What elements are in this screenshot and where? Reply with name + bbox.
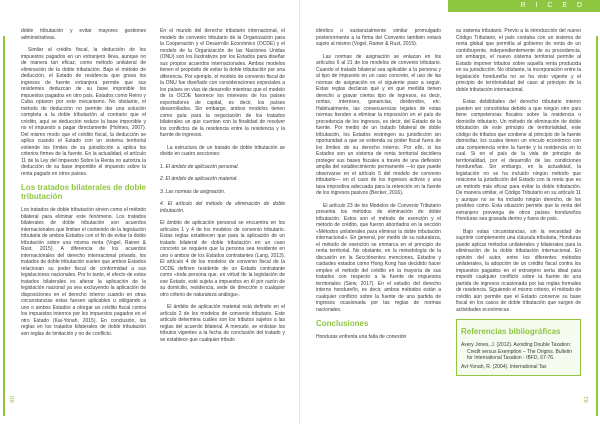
- paragraph: su sistema tributario. Previo a la introducción del nuevo Código Tributario, el país contaba con un sistema de renta global que permitía al gobierno de renta de un contribuyente, independientemente de su procedencia, sin embargo, el nuevo sistema territorial permite al Estado imponer tributos sobre aquella renta producida en su jurisdicción. No obstante, la incorporación entre la legislación hondureña no se ha visto vigente y el principio de territorialidad del caso al principio de la doble tributación internacional.: [456, 28, 581, 93]
- paragraph: Estas debilidades del derecho tributario interno pueden ser concebidas debido a que ningún otro país tiene competencias fiscales sobre la residencia o domicilio tributario. Un método de eliminación de doble tributación de este principio de territorialidad, este código de tributos que contiene al principio de la fuente domiciliar, los cuales tienen un vínculo económico con una competencia entre la fuente y la residencia en lo cual. Si en el país de la vida de principio de territorialidad, por el desarrollo de las condiciones hondureñas. Sin embargo, en la actualidad, la legislación no se ha incluido ningún método que relacione la jurisdicción del Estado con la renta que es un método más eficaz para evitar la doble tributación. De manera similar, el Código Tributario en su artículo 11 y aunque no se ha incluido ningún derecho, de los posibles como. Esta situación permite que la renta del extranjero provenga de otros países hondureños Honduras sea gravada dentro y fuera de país.: [456, 99, 581, 222]
- references-heading: Referencias bibliográficas: [461, 327, 561, 336]
- paragraph: Similar al crédito fiscal, la deducción de los impuestos pagados en un extranjero lleva, aunque no de manera tan eficaz, como método unilateral de eliminación de la doble tributación. Bajo el método de deducción, el Estado de residencia que grava los ingresos de fuente extranjera permite que sus residentes deduzcan de su base imponible los impuestos pagados en otro país. Estados como Reino y Cuba optaron por este mecanismo. No obstante, el método de deducción no permite dar una solución completa a la doble tributación al contrario que el crédito, aquí se deducción reduce la base imponible y no el impuesto a pagar directamente (Holmes, 2007). Del mismo modo que el crédito fiscal, la deducción se aplica cuando el Estado con un sistema territorial extiende los límites de su jurisdicción a aplica los criterios firmes de la fuente. En la actualidad, el artículo 11 de la Ley del Impuesto Sobre la Renta no autoriza la deducción de su base imponible el impuesto sobre la renta pagado en otros países.: [21, 47, 146, 177]
- paragraph: Bajo estas circunstancias, sin la necesidad de suprimir complemento una cláusula tributaria, Honduras puede aplicar métodos unilaterales y bilaterales para la eliminación de la doble tributación internacional. En opinión del autor, entre los diferentes métodos unilaterales, la adopción de un crédito fiscal contra los impuestos pagados en el extranjero sería ideal para impedir cualquier conflicto sobre la fuente de una partida de ingresos ocasionada por las reglas formales de residencia. Siguiendo el mismo criterio, el método de crédito aún permite que el Estado conserve su base fiscal en los casos de doble tributación que surgen de actividades económicas: [456, 228, 581, 313]
- list-item: 4. El artículo del método de eliminación de doble tributación.: [160, 201, 285, 214]
- column-4: [456, 28, 581, 376]
- list-item: 1. El ámbito de aplicación personal.: [160, 163, 239, 170]
- left-page-number: 80: [10, 396, 16, 403]
- right-page-number: 81: [584, 396, 590, 403]
- paragraph: En el mundo del derecho tributario internacional, el modelo de convenio tributario de la Organización para la Cooperación y el Desarrollo Económico (OCDE) y el modelo de la Organización de las Naciones Unidas (ONU) son los ilustrativos por los Estados para diseñar sus propios acuerdos internacionales. Ambos modelos tienen el propósito de evitar la doble tributación por una diferencia. Por ejemplo, el modelo de convenio fiscal de la ONU fue diseñado con consideraciones especiales a los países en vías de desarrollo mientras que el modelo de la OCDE favorece los intereses de los países exportadores de capital, es decir, los países desarrollados. Sin embargo, ambos modelos tienen como guía para la negociación de los tratados bilaterales un que cuentan con la finalidad de resolver los conflictos de la residencia entre la residencia y la fuente de ingresos.: [160, 28, 285, 138]
- column-2: [160, 28, 285, 349]
- paragraph: El ámbito de aplicación personal se encuentra en los artículos 1 y 4 de los modelos de convenio tributario. Estas reglas establecen que para la aplicación de un tratado bilateral de doble tributación en un caso concreto se requiere que la persona sea residente en uno o ambos de los Estados contratantes (Lang, 2013). El artículo 4 de los modelos de convenio fiscal de la OCDE definen residente de un Estado contratante como «toda persona que, en virtud de la legislación de ese Estado, esté sujeta a impuestos en él por razón de su domicilio, residencia, sede de dirección o cualquier otro criterio de naturaleza análoga».: [160, 220, 285, 298]
- paragraph: Las normas de asignación se enlazan en los artículos 6 al 21 de los modelos de convenio tributario. Cuando el tratado bilateral sea aplicable a la persona y al tipo de impuesto en un caso concreto, el uso de las normas de asignación es el siguiente paso a seguir. Estas reglas declaran qué y en qué medida tienen derecho a gravar ciertos tipo de ingresos, es decir, rentas, intereses, ganancias, dividendos, etc. Habitualmente, las consecuencias legales de estas normas tienden a eliminar la imposición en el país de procedencia de los ingresos, es decir, del Estado de la fuente. Por medio de un tratado bilateral de doble tributación, los Estados restringen su jurisdicción sin oportunidad a que se extienda su poder fiscal fuera de los límites de su derecho interno. Por ello, si los Estados son un sistema de renta territorial decidiera proteger sus bases fiscales a través de una deflexión amplia del establecimiento permanente —lo que puede observarse en el artículo 5 del modelo de convenio tributario— en el caso de los ingresos activos y una tasa impositiva adecuada para la retención en la fuente de los ingresos pasivos (Becker, 2016).: [316, 53, 441, 196]
- paragraph: El artículo 23 de los Modelos de Convenio Tributario presenta los métodos de eliminación de doble tributación. Estos son el método de exención y el método de crédito, que fueron abordados en la sección «Métodos unilaterales para eliminar la doble tributación internacional». En general, por medio de su naturaleza, el método de exención se enmarca en el principio de renta territorial. No obstante, en la metodología de la discusión en la Secciónentes menciones, Estados y cuidades estados como Hong Kong han decidido hacer empleo el método del crédito en la mayoría de sus tratados con respecto a la fuente de impuestos territoriales (Siew, 2017). En el estudio del derecho interno hondureño, es decir, ambos métodos están a cualquier conflicto sobre la fuente de una partida de ingresos ocasionada por las reglas de normas nacionales.: [316, 202, 441, 313]
- reference-item: Avi-Yonah, R. (2004). International Tax: [461, 363, 547, 370]
- paragraph: El ámbito de aplicación material está definido en el artículo 2 de los modelos de convenio tributario. Este artículo determina cuáles son los tributos sujetos a las reglas del acuerdo bilateral. A menudo, se enlistan los tributos vigentes a la fecha de conclusión del tratado y se establece que cualquier tributo: [160, 304, 285, 343]
- running-head-band: [448, 0, 600, 12]
- right-margin-rule: [596, 36, 598, 416]
- reference-item: Avery Jones, J. (2012). Avoiding Double Taxation: Credit versus Exemption – The Origins. Bulletin for International Taxation - IBFD, 67-76.: [461, 342, 572, 361]
- column-1: [21, 28, 146, 343]
- list-item: 3. Las normas de asignación.: [160, 188, 226, 195]
- paragraph: Honduras enfrenta una falta de conexión: [316, 334, 407, 340]
- references-list: [461, 342, 576, 370]
- paragraph: idéntico o sustancialmente similar promulgado posteriormente a la firma del Convenio también estará sujeto al mismo (Vogel, Rainer & Rust, 2015).: [316, 28, 441, 47]
- structure-list: [160, 164, 285, 215]
- section-heading: Los tratados bilaterales de doble tributación: [21, 183, 146, 201]
- paragraph: La estructura de un tratado de doble tributación se divide en cuatro secciones:: [160, 144, 285, 157]
- paragraph: doble tributación y evitar mayores gestiones administrativas.: [21, 28, 146, 41]
- section-heading: Conclusiones: [316, 319, 369, 328]
- list-item: 2. El ámbito de aplicación material.: [160, 176, 238, 182]
- running-head: R I C E D: [520, 2, 586, 9]
- column-3: [316, 28, 441, 347]
- left-margin-rule: [3, 36, 5, 416]
- paragraph: Los tratados de doble tributación sirven como el método bilateral para eliminar este fenómeno. Los tratados bilaterales de doble tributación son acuerdos internacionales que limitan el contenido de la legislación tributaria de ambos Estados con el fin de evitar la doble tributación sobre una misma renta (Vogel, Rainer & Rust, 2015). A diferencia de los acuerdos internacionales del derecho internacional privado, los tratados de doble tributación suelen que ambos Estados relacionan su poder fiscal de conformidad a sus legislaciones nacionales. Por lo tanto, el efecto de estos tratados bilaterales es alterar la aplicación de la legislación nacional ya sea excluyendo la aplicación de disposiciones en el derecho interno cuando en otras circunstancias estas fuesen aplicables u obligando a uno o ambos Estados a otorgar un crédito fiscal contra los impuestos internos por los impuestos pagados en el otro Estado (Kai-Yonah, 2015). En conclusión, los reglas en los tratados bilaterales de doble tributación son reglas de limitación y no de conflicto.: [21, 207, 146, 337]
- page-gutter: [299, 0, 300, 424]
- references-box: [456, 319, 581, 376]
